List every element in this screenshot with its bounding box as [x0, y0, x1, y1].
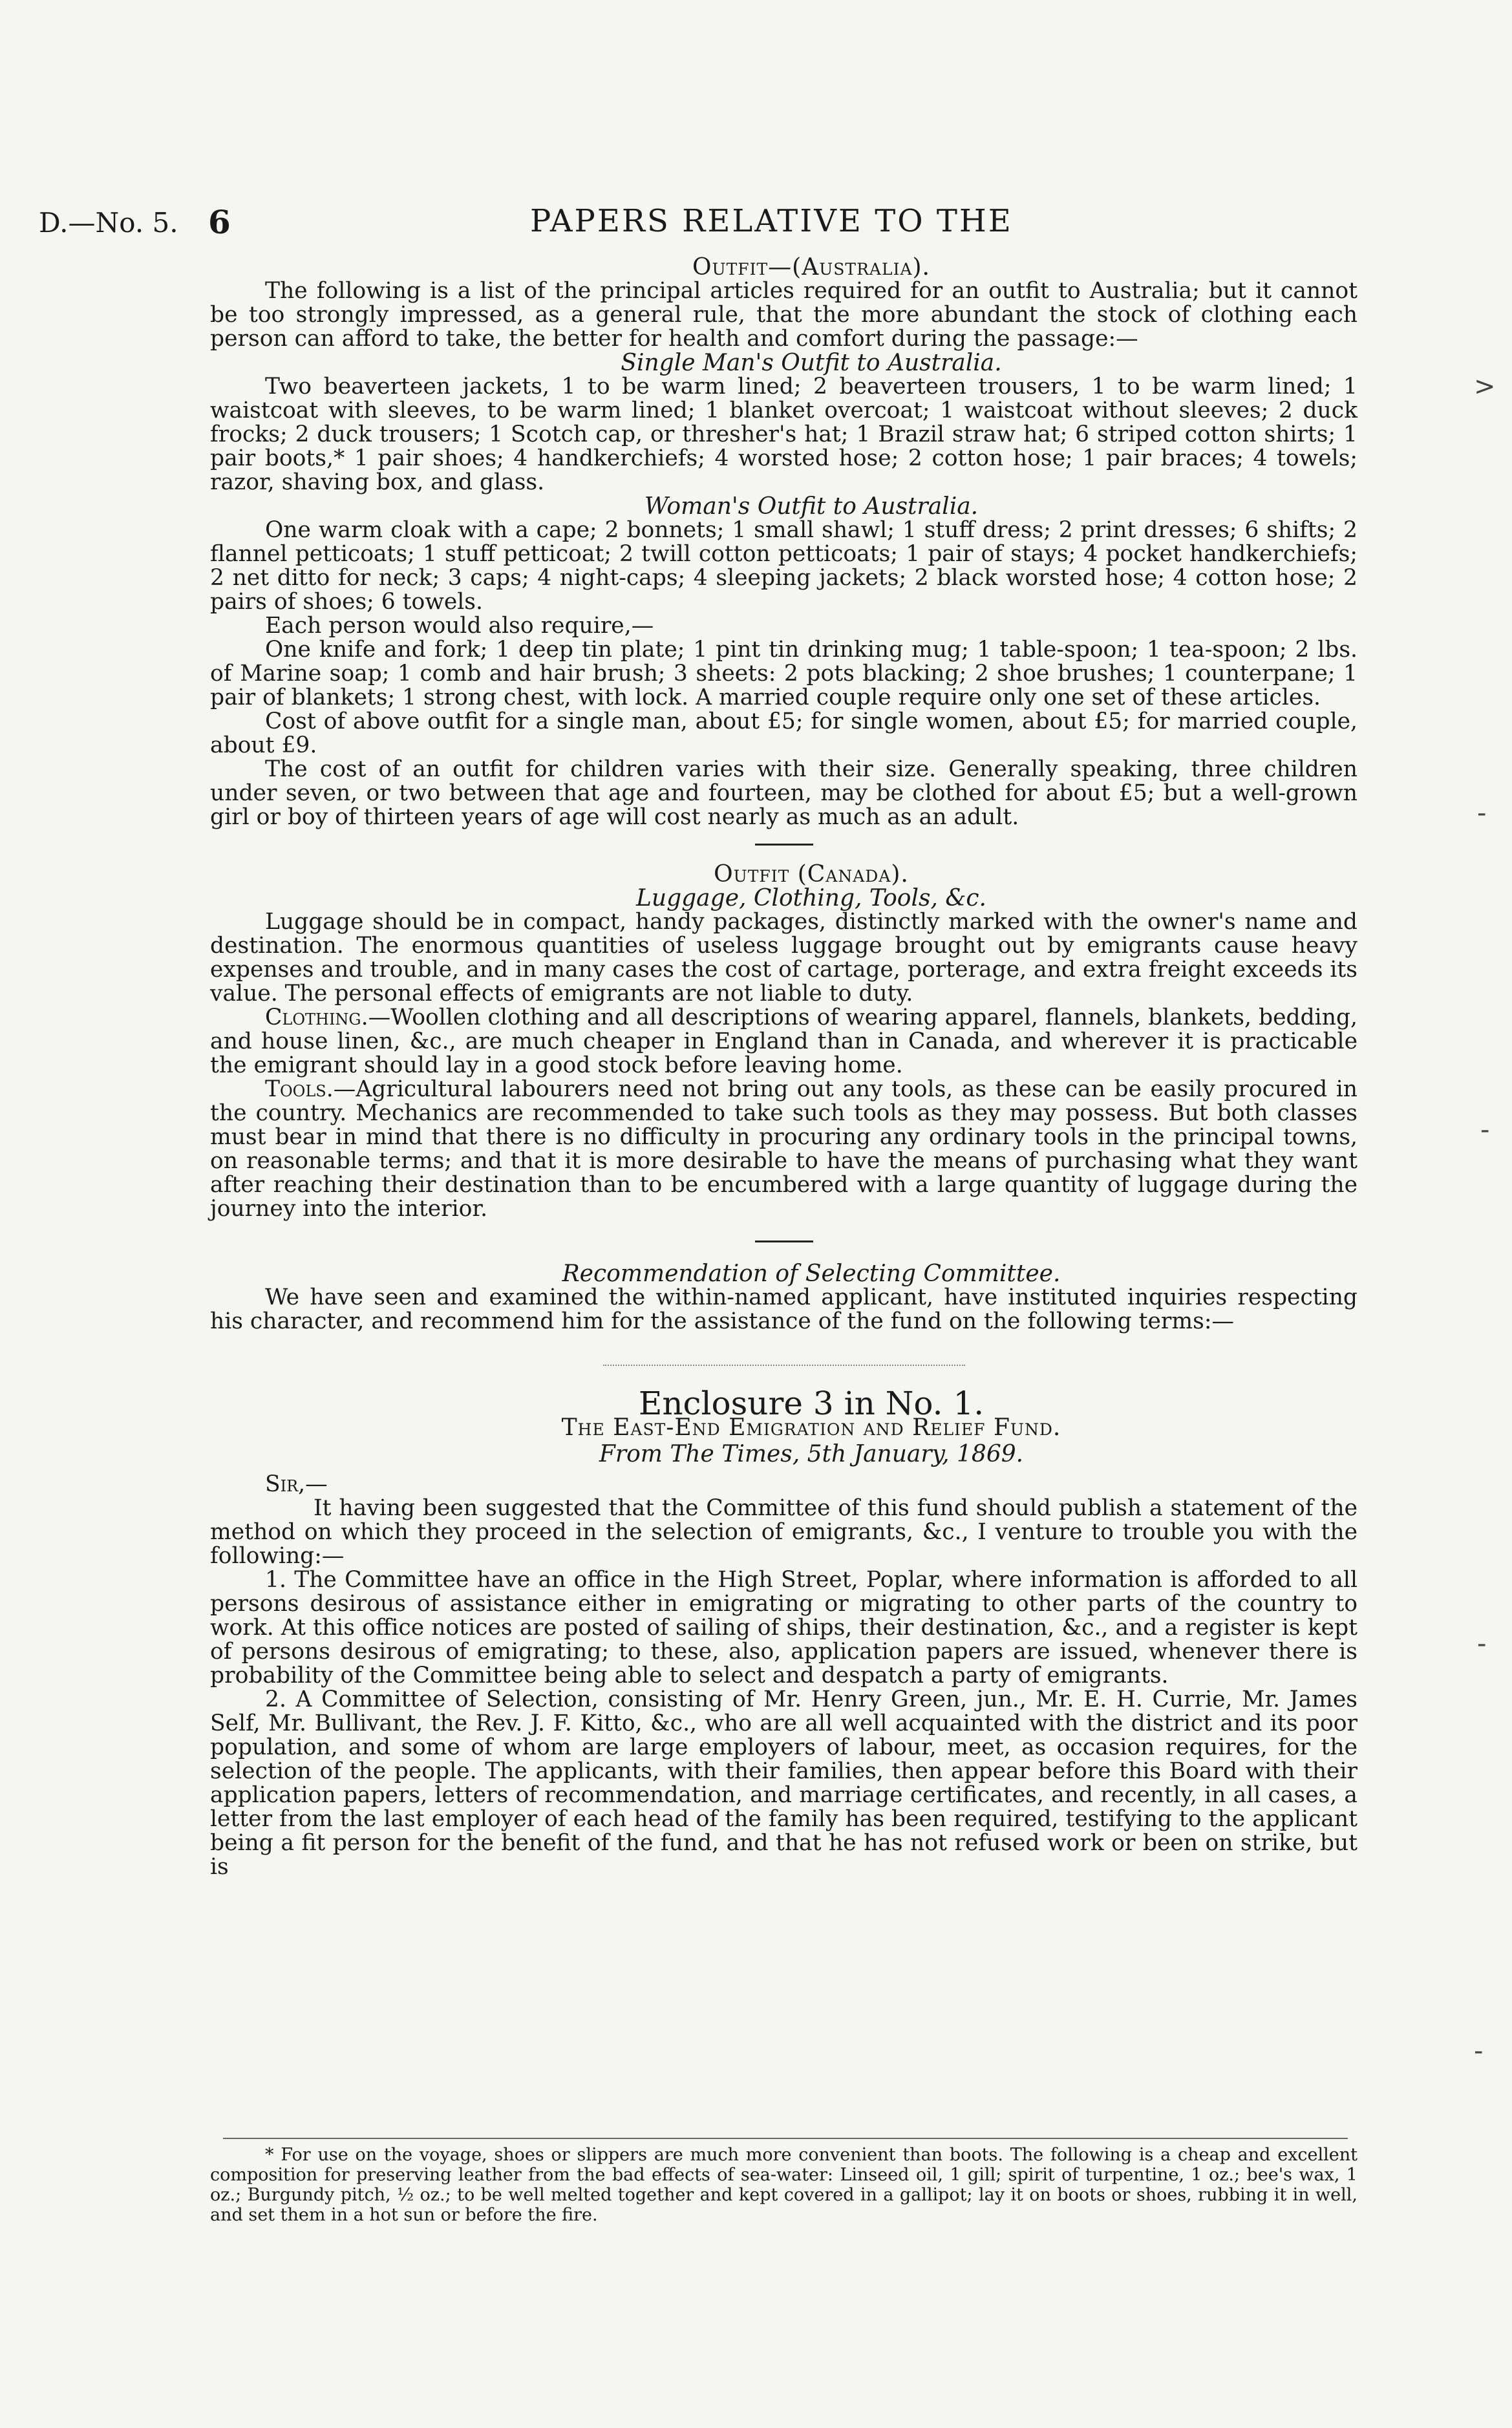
margin-mark: -: [1477, 1629, 1487, 1659]
enclosure-intro: It having been suggested that the Committee of this fund should publish a statement of the method on which they proceed in the selection of emigrants, &c., I venture to trouble you with the following:—: [210, 1495, 1358, 1569]
footnote-rule: [223, 2138, 1348, 2139]
each-person-lead: Each person would also require,—: [265, 613, 654, 639]
clothing-paragraph: [210, 1006, 1358, 1078]
tools-label: Tools.: [265, 1076, 334, 1102]
enclosure-paragraph-2: 2. A Committee of Selection, consisting of Mr. Henry Green, jun., Mr. E. H. Currie, Mr. James Self, Mr. Bullivant, the Rev. J. F. Kitto, &c., who are all well acquainted with the district and its poor population, and some of whom are large employers of labour, meet, as occasion requires, for the selection of the people. The applicants, with their families, then appear before this Board with their application papers, letters of recommendation, and marriage certificates, and recently, in all cases, a letter from the last employer of each head of the family has been required, testifying to the applicant being a fit person for the benefit of the fund, and that he has not refused work or been on strike, but is: [210, 1687, 1358, 1880]
tools-paragraph: [210, 1078, 1358, 1221]
page-header: [39, 203, 1358, 246]
single-man-outfit-heading: Single Man's Outfit to Australia.: [621, 350, 1002, 376]
clothing-text: —Woollen clothing and all descriptions of wearing apparel, flannels, blankets, bedding, and house linen, &c., are much cheaper in England than in Canada, and wherever it is practicable the emigrant should lay in a good stock before leaving home.: [210, 1005, 1358, 1078]
clothing-label: Clothing.: [265, 1005, 368, 1030]
woman-outfit-list: One warm cloak with a cape; 2 bonnets; 1 small shawl; 1 stuff dress; 2 print dresses; 6 shifts; 2 flannel petticoats; 1 stuff petticoat; 2 twill cotton petticoats; 1 pair of stays; 4 pocket handkerchiefs; 2 net ditto for neck; 3 caps; 4 night-caps; 4 sleeping jackets; 2 black worsted hose; 4 cotton hose; 2 pairs of shoes; 6 towels.: [210, 517, 1358, 615]
luggage-paragraph: Luggage should be in compact, handy packages, distinctly marked with the owner's name and destination. The enormous quantities of useless luggage brought out by emigrants cause heavy expenses and trouble, and in many cases the cost of cartage, porterage, and extra freight exceeds its value. The personal effects of emigrants are not liable to duty.: [210, 909, 1358, 1006]
dotted-divider: [603, 1365, 965, 1366]
enclosure-paragraph-1: 1. The Committee have an office in the High Street, Poplar, where information is afforded to all persons desirous of assistance either in emigrating or migrating to other parts of the country to work. At this office notices are posted of sailing of ships, their destination, &c., and a register is kept of persons desirous of emigrating; to these, also, application papers are issued, whenever there is probability of the Committee being able to select and despatch a party of emigrants.: [210, 1567, 1358, 1688]
australia-outfit-heading: Outfit—(Australia).: [692, 254, 930, 281]
outfit-cost: Cost of above outfit for a single man, about £5; for single women, about £5; for married couple, about £9.: [210, 708, 1358, 758]
margin-mark: -: [1477, 798, 1487, 828]
salutation: Sir,—: [265, 1471, 328, 1497]
single-man-outfit-list: Two beaverteen jackets, 1 to be warm lined; 2 beaverteen trousers, 1 to be warm lined; 1 waistcoat with sleeves, to be warm lined; 1 blanket overcoat; 1 waistcoat without sleeves; 2 duck frocks; 2 duck trousers; 1 Scotch cap, or thresher's hat; 1 Brazil straw hat; 6 striped cotton shirts; 1 pair boots,* 1 pair shoes; 4 handkerchiefs; 4 worsted hose; 2 cotton hose; 1 pair braces; 4 towels; razor, shaving box, and glass.: [210, 374, 1358, 495]
footnote: * For use on the voyage, shoes or slippers are much more convenient than boots. The following is a cheap and excellent composition for preserving leather from the bad effects of sea-water: Linseed oil, 1 gill; spirit of turpentine, 1 oz.; bee's wax, 1 oz.; Burgundy pitch, ½ oz.; to be well melted together and kept covered in a gallipot; lay it on boots or shoes, rubbing it in well, and set them in a hot sun or before the fire.: [210, 2145, 1358, 2225]
enclosure-title: Enclosure 3 in No. 1.: [638, 1385, 985, 1422]
australia-intro: The following is a list of the principal articles required for an outfit to Australia; but it cannot be too strongly impressed, as a general rule, that the more abundant the stock of clothing each person can afford to take, the better for health and comfort during the passage:—: [210, 278, 1358, 352]
margin-mark: >: [1474, 372, 1496, 401]
tools-text: —Agricultural labourers need not bring out any tools, as these can be easily procured in the country. Mechanics are recommended to take such tools as they may possess. But both classes must bear in mind that there is no difficulty in procuring any ordinary tools in the principal towns, on reasonable terms; and that it is more desirable to have the means of purchasing what they want after reaching their destination than to be encumbered with a large quantity of luggage during the journey into the interior.: [210, 1076, 1358, 1222]
recommendation-text: We have seen and examined the within-named applicant, have instituted inquiries respecting his character, and recommend him for the assistance of the fund on the following terms:—: [210, 1284, 1358, 1334]
running-title: PAPERS RELATIVE TO THE: [530, 203, 1013, 239]
section-divider: [755, 844, 813, 846]
woman-outfit-heading: Woman's Outfit to Australia.: [644, 493, 979, 520]
margin-mark: -: [1474, 2036, 1484, 2066]
margin-mark: -: [1480, 1115, 1490, 1145]
source-line: From The Times, 5th January, 1869.: [599, 1441, 1024, 1467]
recommendation-heading: Recommendation of Selecting Committee.: [562, 1261, 1061, 1287]
children-outfit-cost: The cost of an outfit for children varies with their size. Generally speaking, three children under seven, or two between that age and fourteen, may be clothed for about £5; but a well-grown girl or boy of thirteen years of age will cost nearly as much as an adult.: [210, 756, 1358, 830]
section-divider: [755, 1241, 813, 1242]
each-person-items: One knife and fork; 1 deep tin plate; 1 pint tin drinking mug; 1 table-spoon; 1 tea-spoon; 2 lbs. of Marine soap; 1 comb and hair brush; 3 sheets: 2 pots blacking; 2 shoe brushes; 1 counterpane; 1 pair of blankets; 1 strong chest, with lock. A married couple require only one set of these articles.: [210, 637, 1358, 710]
canada-outfit-subheading: Luggage, Clothing, Tools, &c.: [636, 885, 986, 911]
document-body: [210, 255, 1358, 1879]
fund-name: The East-End Emigration and Relief Fund.: [561, 1414, 1061, 1441]
canada-outfit-heading: Outfit (Canada).: [714, 861, 909, 888]
document-reference: D.—No. 5.: [39, 207, 178, 239]
page-number: 6: [208, 203, 231, 241]
